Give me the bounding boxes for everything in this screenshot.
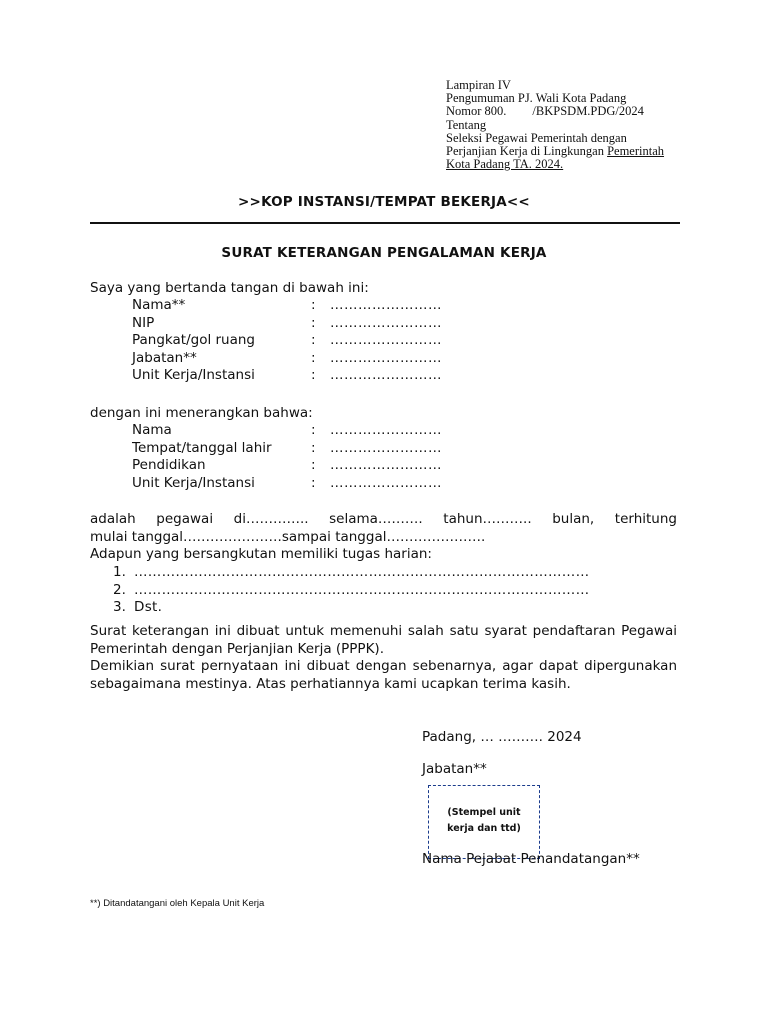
place-date: Padang, … ………. 2024 (422, 729, 582, 745)
lampiran-nomor (446, 105, 686, 118)
field-value: …………………… (330, 349, 442, 366)
field-colon: : (311, 349, 316, 366)
field-colon: : (311, 332, 316, 349)
tasks-intro: Adapun yang bersangkutan memiliki tugas harian: (90, 546, 432, 562)
field-colon: : (311, 457, 316, 474)
signer-intro: Saya yang bertanda tangan di bawah ini: (90, 280, 369, 296)
lampiran-line: Kota Padang TA. 2024. (446, 157, 564, 172)
field-label: NIP (132, 314, 155, 331)
lampiran-line: Lampiran IV (446, 78, 511, 92)
task-text: Dst. (134, 599, 163, 616)
field-colon: : (311, 439, 316, 456)
closing-paragraph: Demikian surat pernyataan ini dibuat dengan sebenarnya, agar dapat dipergunakan sebagaimana mestinya. Atas perhatiannya kami ucapkan terima kasih. (90, 658, 677, 692)
task-number: 2. (113, 581, 126, 598)
field-colon: : (311, 297, 316, 313)
field-label: Nama (132, 422, 172, 438)
field-value: …………………… (330, 332, 442, 349)
field-label: Unit Kerja/Instansi (132, 367, 255, 384)
document-title: SURAT KETERANGAN PENGALAMAN KERJA (221, 245, 547, 261)
field-value: …………………… (330, 314, 442, 331)
field-label: Unit Kerja/Instansi (132, 474, 255, 491)
field-value: …………………… (330, 367, 442, 384)
field-colon: : (311, 367, 316, 384)
lampiran-text: Perjanjian Kerja di Lingkungan (446, 144, 608, 159)
stamp-line: (Stempel unit (447, 807, 521, 818)
field-label: Tempat/tanggal lahir (132, 439, 272, 456)
field-colon: : (311, 474, 316, 491)
letterhead-placeholder: >>KOP INSTANSI/TEMPAT BEKERJA<< (238, 194, 530, 210)
stamp-line: kerja dan ttd) (447, 823, 521, 834)
field-value: …………………… (330, 439, 442, 456)
task-number: 3. (113, 599, 126, 616)
field-value: …………………… (330, 474, 442, 491)
lampiran-underlined: Pemerintah (607, 144, 665, 159)
nomor-prefix: Nomor 800. (446, 104, 507, 119)
lampiran-line: Pengumuman PJ. Wali Kota Padang (446, 91, 627, 106)
field-value: …………………… (330, 422, 442, 438)
employment-period: mulai tanggal………………….sampai tanggal…………………. (90, 529, 486, 545)
field-value: …………………… (330, 297, 442, 313)
signer-position: Jabatan** (422, 761, 487, 777)
lampiran-line: Tentang (446, 117, 487, 132)
field-label: Pangkat/gol ruang (132, 332, 256, 349)
task-text: ……………………………………………………………………………………… (134, 564, 590, 580)
task-text: ……………………………………………………………………………………… (134, 581, 590, 598)
field-label: Pendidikan (132, 457, 206, 474)
nomor-suffix: /BKPSDM.PDG/2024 (532, 104, 644, 119)
lampiran-line: Seleksi Pegawai Pemerintah dengan (446, 130, 627, 145)
stamp-instructions (428, 805, 540, 837)
field-colon: : (311, 422, 316, 438)
field-label: Jabatan** (132, 349, 197, 366)
field-value: …………………… (330, 457, 442, 474)
purpose-paragraph: Surat keterangan ini dibuat untuk memenuhi salah satu syarat pendaftaran Pegawai Pemerintah dengan Perjanjian Kerja (PPPK). (90, 623, 677, 657)
letterhead-divider (90, 222, 680, 224)
signer-name: Nama Pejabat Penandatangan** (422, 851, 640, 867)
field-colon: : (311, 314, 316, 331)
employment-statement: adalah pegawai di………….. selama………. tahun……….. bulan, terhitung (90, 511, 677, 527)
lampiran-header (446, 79, 686, 171)
task-number: 1. (113, 564, 126, 580)
footnote: **) Ditandatangani oleh Kepala Unit Kerja (90, 898, 265, 909)
field-label: Nama** (132, 297, 186, 313)
subject-intro: dengan ini menerangkan bahwa: (90, 405, 313, 421)
